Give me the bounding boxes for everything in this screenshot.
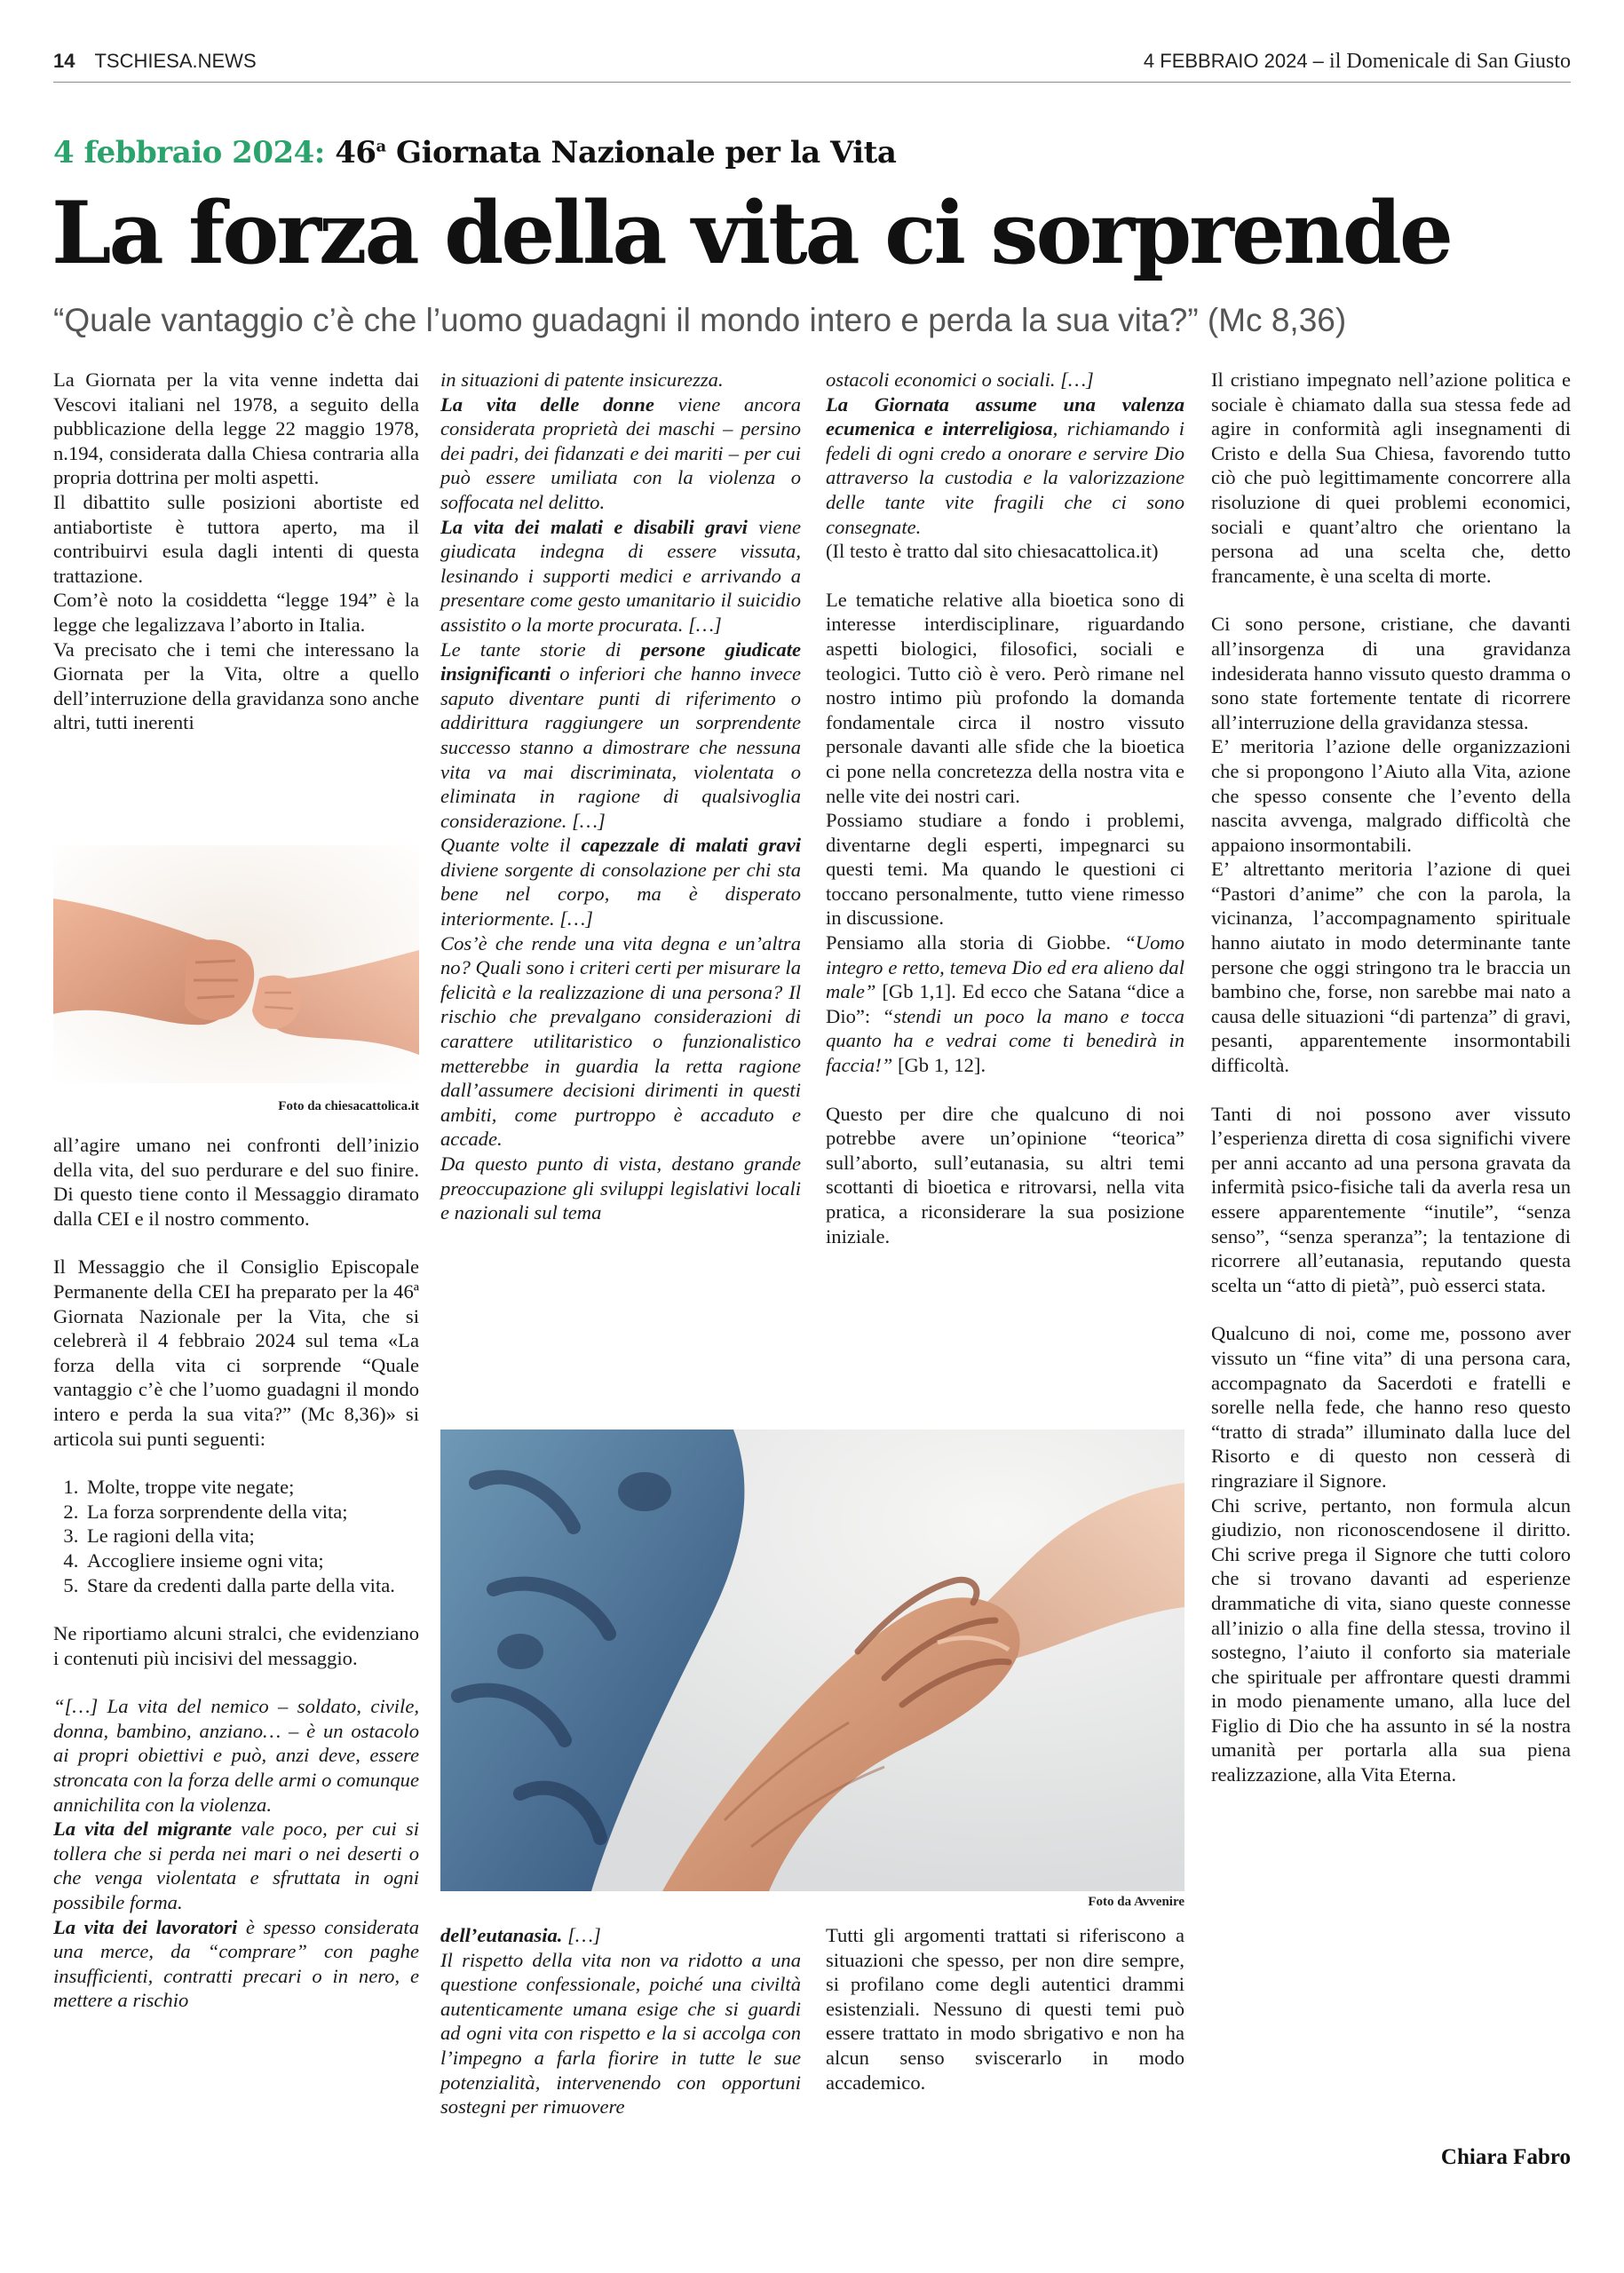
kicker-date: 4 febbraio 2024:: [53, 135, 325, 170]
quote: Da questo punto di vista, destano grande preoccupazione gli sviluppi legislativi locali e nazionali sul tema: [440, 1152, 801, 1224]
paragraph: Il dibattito sulle posizioni abortiste ed antiabortiste è tuttora aperto, ma il contribuirvi esula dagli intenti di questa trattazione.: [53, 490, 419, 587]
column-2-bottom: [440, 1923, 801, 2119]
quote: La vita dei malati e disabili gravi viene giudicata indegna di essere vissuta, lesinando i supporti medici e arrivando a presentare come gesto umanitario il suicidio assistito o la morte procurata. […]: [440, 515, 801, 636]
list-item: 4. Accogliere insieme ogni vita;: [83, 1548, 419, 1573]
header-left: [53, 50, 257, 73]
quote: Quante volte il capezzale di malati gravi diviene sorgente di consolazione per chi sta bene nel corpo, ma è disperato interiormente. […]: [440, 834, 801, 931]
paragraph: Ne riportiamo alcuni stralci, che evidenziano i contenuti più incisivi del messaggio.: [53, 1622, 419, 1669]
paragraph: all’agire umano nei confronti dell’inizio della vita, del suo perdurare e del suo finire. Di questo tiene conto il Messaggio diramato dalla CEI e il nostro commento.: [53, 1134, 419, 1230]
fist-bump-caption: Foto da chiesacattolica.it: [278, 1099, 419, 1113]
kicker: 4 febbraio 2024: 46$^a$ Giornata Nazionale per la Vita: [53, 135, 897, 170]
paragraph: Possiamo studiare a fondo i problemi, diventarne degli esperti, impegnarci su questi temi. Ma quando le questioni ci toccano personalmente, tutto viene rimesso in discussione.: [826, 809, 1184, 930]
holding-hands-caption: Foto da Avvenire: [1088, 1895, 1184, 1909]
quote: Il rispetto della vita non va ridotto a una questione confessionale, poiché una civiltà autenticamente umana esige che si guardi ad ogni vita con rispetto e la si accolga con l’impegno a farla fiorire in tutte le sue potenzialità, intervenendo con opportuni sostegni per rimuovere: [440, 1948, 801, 2119]
header-rule: [53, 82, 1571, 83]
headline: La forza della vita ci sorprende: [51, 183, 1451, 283]
quote: “[…] La vita del nemico – soldato, civile, donna, bambino, anziano… – è un ostacolo ai propri obiettivi e può, anzi deve, essere stroncata con la forza delle armi o comunque annichilita con la violenza.: [53, 1695, 419, 1816]
header-right: 4 FEBBRAIO 2024 – il Domenicale di San Giusto: [1143, 50, 1571, 73]
column-1-middle: [53, 1133, 419, 2013]
paragraph: Pensiamo alla storia di Giobbe. “Uomo integro e retto, temeva Dio ed era alieno dal male” [Gb 1,1]. Ed ecco che Satana “dice a Dio”: “stendi un poco la mano e tocca quanto ha e vedrai come ti benedirà in faccia!” [Gb 1, 12].: [826, 931, 1184, 1077]
message-points-list: [53, 1475, 419, 1597]
author-byline: Chiara Fabro: [1440, 2145, 1571, 2169]
column-3-top: [826, 368, 1184, 1248]
page-header: [53, 43, 1571, 78]
issue-date: 4 FEBBRAIO 2024: [1143, 50, 1308, 72]
quote: La vita delle donne viene ancora considerata proprietà dei maschi – persino dei padri, dei fidanzati e dei mariti – per cui può essere umiliata con la violenza o soffocata nel delitto.: [440, 392, 801, 513]
quote: La Giornata assume una valenza ecumenica e interreligiosa, richiamando i fedeli di ogni credo a onorare e servire Dio attraverso la custodia e la valorizzazione delle tante vite fragili che ci sono consegnate.: [826, 392, 1185, 538]
paragraph: Questo per dire che qualcuno di noi potrebbe avere un’opinione “teorica” sull’aborto, sull’eutanasia, su altri temi scottanti di bioetica e ritrovarsi, nella vita pratica, a riconsiderare la sua posizione iniziale.: [826, 1102, 1184, 1247]
quote: dell’eutanasia. […]: [440, 1924, 601, 1946]
holding-hands-image: [440, 1430, 1184, 1891]
fist-bump-photo: [53, 845, 419, 1097]
list-item: 1. Molte, troppe vite negate;: [83, 1475, 419, 1500]
paragraph: Ci sono persone, cristiane, che davanti all’insorgenza di una gravidanza indesiderata hanno vissuto questo dramma o sono state fortemente tentate di ricorrere all’interruzione della gravidanza stessa.: [1211, 613, 1571, 733]
column-1-top: [53, 368, 419, 735]
site-name: TSCHIESA.NEWS: [94, 50, 257, 72]
list-item: 3. Le ragioni della vita;: [83, 1524, 419, 1548]
page-number: 14: [53, 50, 75, 72]
list-item: 5. Stare da credenti dalla parte della vita.: [83, 1573, 419, 1598]
paragraph: Tanti di noi possono aver vissuto l’esperienza diretta di cosa significhi vivere per anni accanto ad una persona gravata da infermità psico-fisiche tali da averla resa un essere apparentemente “inutile”, “senza senso”, “senza speranza”; la tentazione di ricorrere all’eutanasia, reputando questa scelta un “atto di pietà”, può esserci stata.: [1211, 1102, 1571, 1296]
quote: La vita del migrante vale poco, per cui si tollera che si perda nei mari o nei deserti o che venga violentata e sfruttata in ogni possibile forma.: [53, 1818, 419, 1914]
paragraph: Tutti gli argomenti trattati si riferiscono a situazioni che spesso, per non dire sempre, si profilano come degli autentici drammi esistenziali. Nessuno di questi temi può essere trattato in modo sbrigativo e non ha alcun senso sviscerarlo in modo accademico.: [826, 1924, 1184, 2094]
paragraph: Le tematiche relative alla bioetica sono di interesse interdisciplinare, riguardando aspetti biologici, filosofici, sociali e teologici. Tutto ciò è vero. Però rimane nel nostro intimo più profondo la domanda fondamentale circa il nostro vissuto personale davanti alle sfide che la bioetica ci pone nella concretezza della nostra vita e nelle vite dei nostri cari.: [826, 588, 1184, 807]
quote: ostacoli economici o sociali. […]: [826, 368, 1094, 391]
fist-bump-image: [53, 845, 419, 1097]
column-4: [1211, 368, 1571, 1787]
quote: in situazioni di patente insicurezza.: [440, 368, 724, 391]
paragraph: Va precisato che i temi che interessano la Giornata per la Vita, oltre a quello dell’interruzione della gravidanza sono anche altri, tutti inerenti: [53, 638, 419, 734]
paragraph: Qualcuno di noi, come me, possono aver vissuto un “fine vita” di una persona cara, accompagnato da Sacerdoti e fratelli e sorelle nella fede, che hanno reso questo “tratto di strada” illuminato dalla luce del Risorto e di questo non cesserà di ringraziare il Signore.: [1211, 1322, 1571, 1492]
paragraph: E’ meritoria l’azione delle organizzazioni che si propongono l’Aiuto alla Vita, azione che spesso consente che l’evento della nascita avvenga, malgrado difficoltà che appaiono insormontabili.: [1211, 735, 1571, 856]
paragraph: Com’è noto la cosiddetta “legge 194” è la legge che legalizzava l’aborto in Italia.: [53, 589, 419, 636]
list-item: 2. La forza sorprendente della vita;: [83, 1500, 419, 1525]
paragraph: Chi scrive, pertanto, non formula alcun giudizio, non riconoscendosene il diritto. Chi scrive prega il Signore che tutti coloro che si trovano davanti ad esperienze drammatiche di vita, siano queste connesse all’inizio o alla fine della stessa, trovino il sostegno, l’aiuto il conforto sia materiale che spirituale per affrontare questi drammi in modo pienamente umano, alla luce del Figlio di Dio che ha assunto in sé la nostra umanità per portarla alla sua piena realizzazione, alla Vita Eterna.: [1211, 1493, 1571, 1786]
paragraph: Il Messaggio che il Consiglio Episcopale Permanente della CEI ha preparato per la 46ª Giornata Nazionale per la Vita, che si celebrerà il 4 febbraio 2024 sul tema «La forza della vita ci sorprende “Quale vantaggio c’è che l’uomo guadagni il mondo intero e perda la sua vita?” (Mc 8,36)» si articola sui punti seguenti:: [53, 1255, 419, 1450]
source-note: (Il testo è tratto dal sito chiesacattolica.it): [826, 540, 1159, 563]
publication-name: il Domenicale di San Giusto: [1329, 50, 1571, 73]
quote: Cos’è che rende una vita degna e un’altra no? Quali sono i criteri certi per misurare la felicità e la realizzazione di una persona? Il rischio che prevalgano considerazioni di carattere utilitaristico o funzionalistico metterebbe in guardia la retta ragione dall’assumere decisioni dirimenti in questi ambiti, come purtroppo è accaduto e accade.: [440, 931, 801, 1151]
paragraph: Il cristiano impegnato nell’azione politica e sociale è chiamato dalla sua stessa fede ad agire in conformità agli insegnamenti di Cristo e della Sua Chiesa, favorendo tutto ciò che può legittimamente concorrere alla risoluzione di quei problemi economici, sociali e quant’altro che orientano la persona ad una scelta che, detto francamente, è una scelta di morte.: [1211, 368, 1571, 587]
paragraph: E’ altrettanto meritoria l’azione di quei “Pastori d’anime” che con la parola, la vicinanza, l’accompagnamento spirituale hanno aiutato in modo determinante tante persone che oggi stringono tra le braccia un bambino che, forse, non sarebbe mai nato a causa delle situazioni “di partenza” di gravi, pesanti, apparentemente insormontabili difficoltà.: [1211, 858, 1571, 1077]
paragraph: La Giornata per la vita venne indetta dai Vescovi italiani nel 1978, a seguito della pubblicazione della legge 22 maggio 1978, n.194, considerata dalla Chiesa contraria alla propria dottrina per molti aspetti.: [53, 368, 419, 489]
holding-hands-photo: [440, 1430, 1184, 1891]
column-2-top: [440, 368, 801, 1225]
quote: Le tante storie di persone giudicate insignificanti o inferiori che hanno invece saputo diventare punti di riferimento o addirittura raggiungere un sorprendente successo stanno a dimostrare che nessuna vita va mai discriminata, violentata o eliminata in ragione di qualsivoglia considerazione. […]: [440, 638, 801, 832]
standfirst: “Quale vantaggio c’è che l’uomo guadagni il mondo intero e perda la sua vita?” (Mc 8,36): [53, 302, 1347, 338]
column-3-bottom: [826, 1923, 1184, 2095]
quote: La vita dei lavoratori è spesso considerata una merce, da “comprare” con paghe insufficienti, contratti precari o in nero, e mettere a rischio: [53, 1915, 419, 2012]
